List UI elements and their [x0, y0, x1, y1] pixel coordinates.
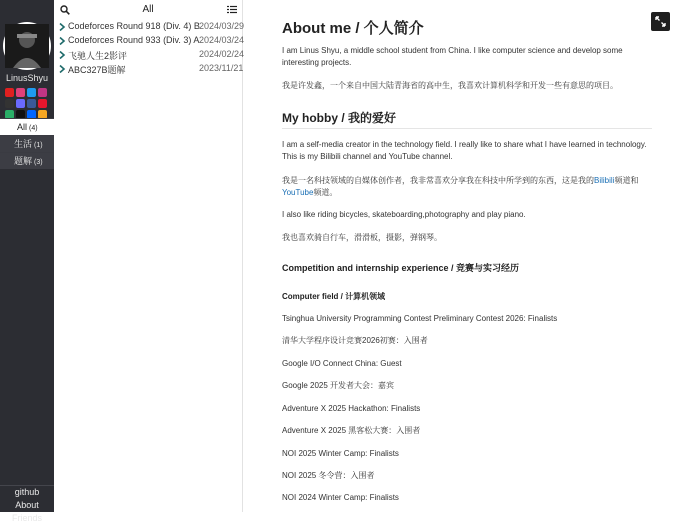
youtube-icon[interactable] [5, 88, 14, 97]
experience-item: NOI 2025 冬令营：入围者 [282, 471, 375, 480]
category-label: 题解 [14, 156, 33, 166]
experience-item: Google I/O Connect China: Guest [282, 359, 402, 368]
experience-item: NOI 2024 Winter Camp: Finalists [282, 493, 399, 502]
experience-item: Google 2025 开发者大会：嘉宾 [282, 381, 395, 390]
category-list [0, 118, 54, 169]
computer-field-heading: Computer field / 计算机领域 [282, 292, 386, 301]
footer-links [0, 485, 54, 523]
post-title: Codeforces Round 918 (Div. 4) B [68, 21, 200, 31]
hobby-text-zh-mid: 频道和 [614, 176, 639, 185]
bilibili-link[interactable]: Bilibili [594, 176, 615, 185]
twitter-icon[interactable] [27, 88, 36, 97]
post-date: 2024/02/24 [199, 49, 245, 59]
chevron-right-icon [59, 37, 65, 45]
username: LinusShyu [5, 73, 49, 83]
hobby-text-zh-post: 频道。 [313, 188, 338, 197]
about-text-en: I am Linus Shyu, a middle school student from China. I like computer science and develop some interesting projects. [282, 46, 623, 67]
category-count: (3) [34, 159, 43, 166]
sidebar [0, 0, 54, 523]
competition-heading: Competition and internship experience / 竞赛与实习经历 [282, 263, 520, 273]
hobby-text-zh [282, 175, 652, 199]
post-list-panel [54, 0, 243, 512]
post-date: 2023/11/21 [199, 63, 244, 73]
post-date: 2024/03/29 [199, 21, 245, 31]
category-life[interactable] [0, 135, 54, 152]
category-label: All [17, 122, 28, 132]
hobby-text-en: I am a self-media creator in the technology field. I really like to share what I have learned in technology. This is my Bilibili channel and YouTube channel. [282, 140, 647, 161]
ride-text-zh: 我也喜欢骑自行车，滑滑板，摄影，弹钢琴。 [282, 233, 442, 242]
facebook-icon[interactable] [27, 99, 36, 108]
weibo-icon[interactable] [38, 99, 47, 108]
category-all[interactable] [0, 118, 54, 135]
avatar[interactable] [3, 22, 51, 70]
chevron-right-icon [59, 65, 65, 73]
list-item[interactable] [54, 62, 242, 76]
experience-item: 清华大学程序设计竞赛2026初赛：入围者 [282, 336, 428, 345]
article-content [243, 0, 688, 512]
experience-item: Adventure X 2025 Hackathon: Finalists [282, 404, 421, 413]
post-title: Codeforces Round 933 (Div. 3) A [68, 35, 200, 45]
sort-icon[interactable] [227, 5, 237, 15]
category-solutions[interactable] [0, 152, 54, 169]
category-count: (1) [34, 142, 43, 149]
experience-item: Tsinghua University Programming Contest Preliminary Contest 2026: Finalists [282, 314, 558, 323]
chevron-right-icon [59, 23, 65, 31]
chevron-right-icon [59, 51, 65, 59]
bilibili-icon[interactable] [16, 88, 25, 97]
fullscreen-button[interactable] [651, 12, 670, 31]
experience-item: NOI 2025 Winter Camp: Finalists [282, 449, 399, 458]
social-links [5, 88, 51, 119]
post-date: 2024/03/24 [199, 35, 245, 45]
github-icon[interactable] [5, 99, 14, 108]
mail-icon[interactable] [16, 99, 25, 108]
list-item[interactable] [54, 20, 245, 34]
about-heading: About me / 个人简介 [282, 20, 424, 37]
github-link[interactable]: github [0, 485, 54, 499]
hobby-text-zh-pre: 我是一名科技领域的自媒体创作者，我非常喜欢分享我在科技中所学到的东西，这是我的 [282, 176, 594, 185]
ride-text-en: I also like riding bicycles, skateboarding,photography and play piano. [282, 210, 526, 219]
category-label: 生活 [14, 139, 33, 149]
about-friends-link[interactable]: About Friends [11, 500, 42, 523]
list-item[interactable] [54, 48, 245, 62]
category-count: (4) [29, 125, 38, 132]
expand-icon [651, 12, 670, 31]
list-header [54, 0, 242, 20]
hobby-heading: My hobby / 我的爱好 [282, 111, 397, 125]
about-text-zh: 我是许发鑫，一个来自中国大陆青海省的高中生，我喜欢计算机科学和开发一些有意思的项目。 [282, 81, 618, 90]
youtube-link[interactable]: YouTube [282, 188, 314, 197]
experience-item: Adventure X 2025 黑客松大赛：入围者 [282, 426, 421, 435]
post-title: 飞驰人生2影评 [68, 51, 128, 61]
post-title: ABC327B题解 [68, 65, 126, 75]
list-item[interactable] [54, 34, 245, 48]
divider [282, 128, 652, 129]
instagram-icon[interactable] [38, 88, 47, 97]
list-title: All [142, 4, 154, 15]
